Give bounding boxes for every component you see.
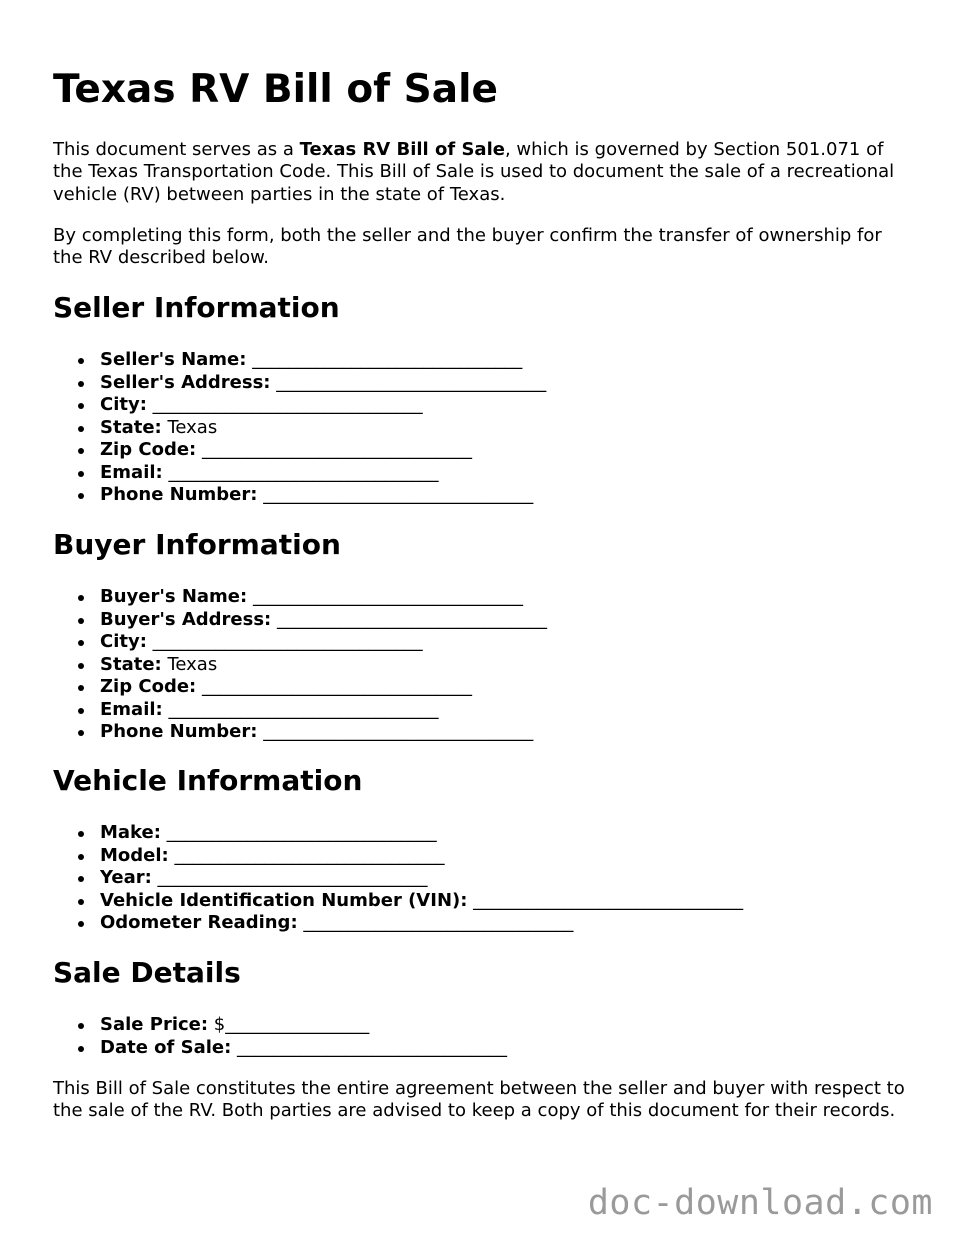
vehicle-make-item [53, 822, 743, 845]
field-label: State: [100, 416, 162, 438]
field-label: City: [100, 394, 147, 415]
buyer-address-item [53, 609, 547, 632]
field-blank: ______________________________ [168, 844, 445, 866]
field-blank: ______________________________ [467, 889, 744, 911]
field-blank: ______________________________ [231, 1036, 508, 1058]
field-blank: ______________________________ [247, 586, 523, 607]
vehicle-list [53, 822, 743, 935]
field-blank: ______________________________ [246, 349, 523, 370]
field-label: Phone Number: [100, 721, 258, 742]
field-label: City: [100, 631, 147, 652]
intro-bold-title: Texas RV Bill of Sale [299, 139, 505, 160]
field-blank: ______________________________ [151, 867, 428, 888]
field-blank: ______________________________ [297, 912, 574, 933]
field-blank: ______________________________ [146, 394, 423, 415]
seller-zip-item [53, 439, 546, 462]
field-label: Email: [100, 698, 163, 720]
field-label: Make: [100, 822, 161, 843]
field-label: Buyer's Address: [100, 608, 272, 630]
vehicle-heading: Vehicle Information [53, 764, 363, 797]
vehicle-model-item [53, 845, 743, 868]
buyer-list [53, 586, 547, 744]
field-label: Vehicle Identification Number (VIN): [100, 889, 468, 911]
field-blank: ______________________________ [146, 631, 423, 652]
closing-paragraph: This Bill of Sale constitutes the entire agreement between the seller and buyer with respect to the sale of the RV. Both parties are advised to keep a copy of this document for their records. [53, 1078, 905, 1122]
seller-state-item [53, 417, 546, 440]
intro-paragraph [53, 139, 913, 206]
intro-text-start: This document serves as a [53, 139, 300, 160]
seller-heading: Seller Information [53, 291, 340, 324]
seller-city-item [53, 394, 546, 417]
watermark: doc-download.com [587, 1183, 933, 1223]
field-label: Zip Code: [100, 439, 197, 460]
buyer-email-item [53, 699, 547, 722]
field-blank: ______________________________ [196, 676, 472, 697]
vehicle-year-item [53, 867, 743, 890]
field-label: Date of Sale: [100, 1036, 232, 1058]
field-label: Zip Code: [100, 676, 197, 697]
vehicle-vin-item [53, 890, 743, 913]
field-label: State: [100, 653, 162, 675]
field-blank: ______________________________ [162, 698, 439, 720]
seller-name-item [53, 349, 546, 372]
field-label: Sale Price: [100, 1014, 209, 1035]
buyer-phone-item [53, 721, 547, 744]
field-label: Year: [100, 867, 152, 888]
field-label: Buyer's Name: [100, 586, 248, 607]
seller-email-item [53, 462, 546, 485]
field-value: Texas [161, 653, 218, 675]
sale-list [53, 1014, 507, 1059]
buyer-name-item [53, 586, 547, 609]
buyer-zip-item [53, 676, 547, 699]
field-label: Seller's Address: [100, 371, 271, 393]
field-blank: ______________________________ [257, 721, 534, 742]
field-label: Email: [100, 461, 163, 483]
field-blank: ______________________________ [160, 822, 437, 843]
seller-address-item [53, 372, 546, 395]
sale-price-item [53, 1014, 507, 1037]
seller-phone-item [53, 484, 546, 507]
sale-heading: Sale Details [53, 956, 241, 989]
field-blank: ______________________________ [271, 608, 547, 630]
seller-list [53, 349, 546, 507]
field-blank: ______________________________ [257, 484, 534, 505]
confirmation-paragraph: By completing this form, both the seller and the buyer confirm the transfer of ownership for the RV described below. [53, 225, 882, 269]
vehicle-odometer-item [53, 912, 743, 935]
field-blank: ______________________________ [162, 461, 439, 483]
intro-text-end: , which is governed by Section 501.071 of the Texas Transportation Code. This Bill of Sale is used to document the sale of a recreational vehicle (RV) between parties in the state of Texas. [53, 139, 895, 205]
field-blank: ______________________________ [196, 439, 472, 460]
field-label: Odometer Reading: [100, 912, 298, 933]
sale-date-item [53, 1037, 507, 1060]
field-label: Model: [100, 844, 169, 866]
field-label: Phone Number: [100, 484, 258, 505]
field-blank: $________________ [208, 1014, 370, 1035]
field-blank: ______________________________ [270, 371, 547, 393]
document-title: Texas RV Bill of Sale [53, 67, 498, 112]
field-value: Texas [161, 416, 218, 438]
buyer-state-item [53, 654, 547, 677]
field-label: Seller's Name: [100, 349, 247, 370]
buyer-heading: Buyer Information [53, 528, 341, 561]
buyer-city-item [53, 631, 547, 654]
